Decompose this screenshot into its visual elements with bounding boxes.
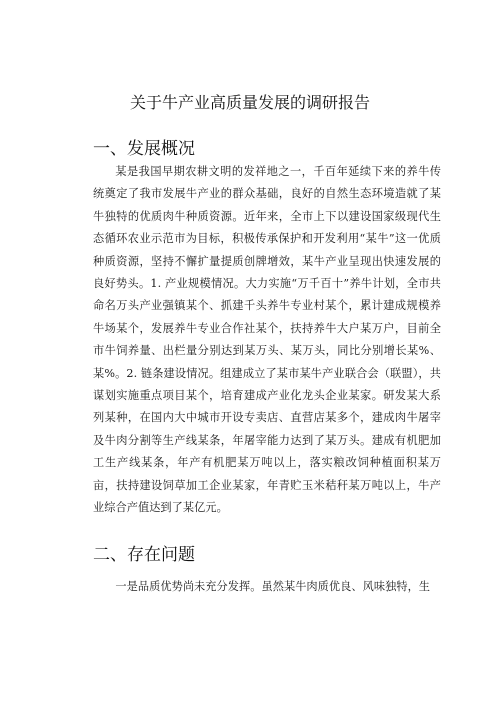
section-heading-overview: 一、发展概况 <box>93 139 195 159</box>
section-paragraph-problems: 一是品质优势尚未充分发挥。虽然某牛肉质优良、风味独特，生 <box>115 580 431 593</box>
section-heading-problems: 二、存在问题 <box>93 545 195 565</box>
section-paragraph-overview: 某是我国早期农耕文明的发祥地之一，千百年延续下来的养牛传统奠定了我市发展牛产业的群众基础，良好的自然生态环境造就了某牛独特的优质肉牛种质资源。近年来，全市上下以建设国家级现代生态循环农业示范市为目标，积极传承保护和开发利用“某牛”这一优质种质资源，坚持不懈扩量提质创牌增效，某牛产业呈现出快速发展的良好势头。1. 产业规模情况。大力实施“万千百十”养牛计划，全市共命名万头产业强镇某个、抓建千头养牛专业村某个，累计建成规模养牛场某个，发展养牛专业合作社某个，扶持养牛大户某万户，目前全市牛饲养量、出栏量分别达到某万头、某万头，同比分别增长某%、某%。2. 链条建设情况。组建成立了某市某牛产业联合会（联盟），共谋划实施重点项目某个，培育建成产业化龙头企业某家。研发某大系列某种，在国内大中城市开设专卖店、直营店某多个，建成肉牛屠宰及牛肉分割等生产线某条，年屠宰能力达到了某万头。建成有机肥加工生产线某条，年产有机肥某万吨以上，落实粮改饲种植面积某万亩，扶持建设饲草加工企业某家，年青贮玉米秸秆某万吨以上，牛产业综合产值达到了某亿元。 <box>93 165 441 515</box>
document-title: 关于牛产业高质量发展的调研报告 <box>129 93 370 112</box>
